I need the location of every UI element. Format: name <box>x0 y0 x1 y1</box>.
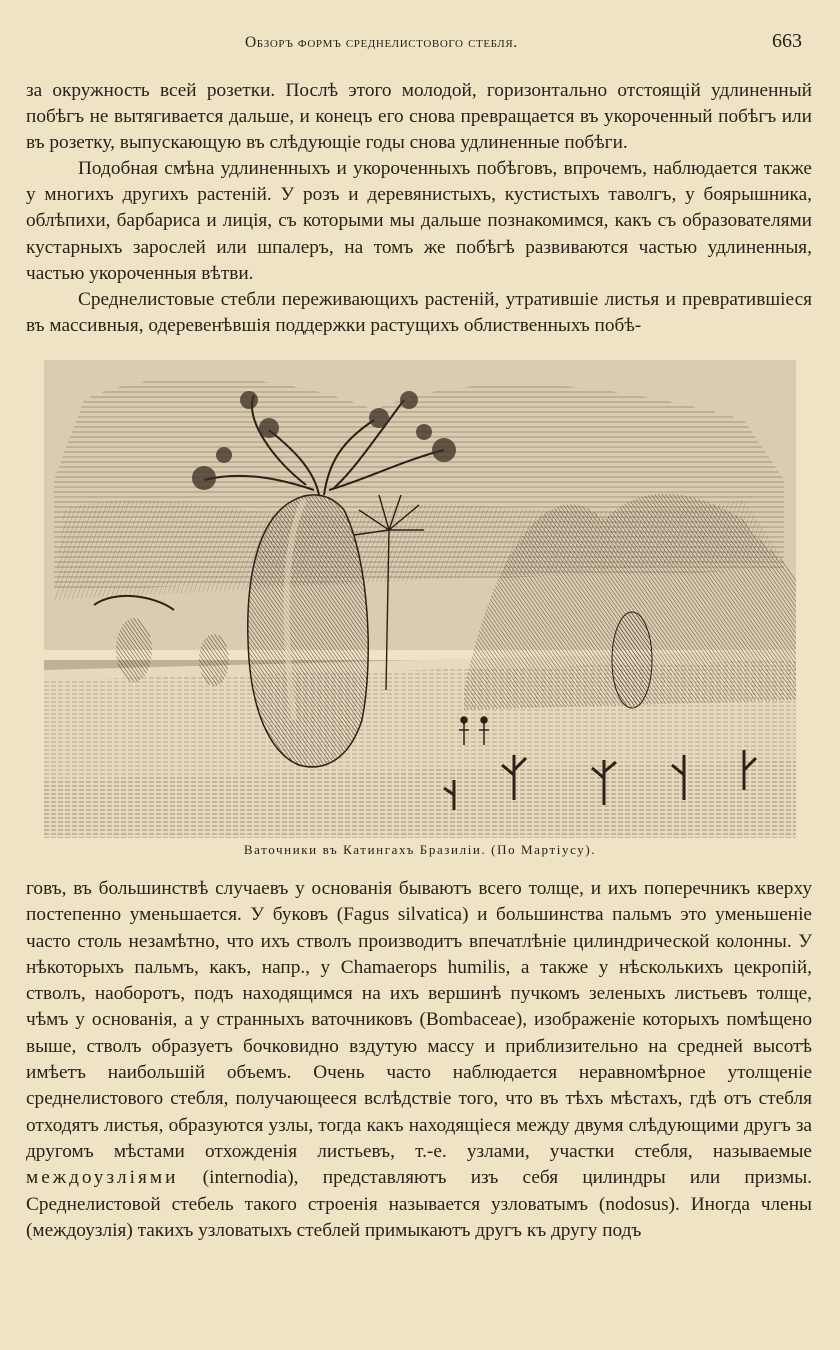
text-run: ). Иногда члены (междоузлія) такихъ узловатыхъ стеблей примыкаютъ другъ къ другу подъ <box>26 1193 812 1241</box>
engraving-illustration <box>44 360 796 838</box>
text-run: ), изображеніе которыхъ помѣщено выше, стволъ образуетъ бочковидно вздутую массу и приблизительно на средней высотѣ имѣетъ наибольшій объемъ. Очень часто наблюдается неравномѣрное утолщеніе среднелистового стебля, получающееся вслѣдствіе того, что въ тѣхъ мѣстахъ, гдѣ отъ стебля отходятъ листья, образуются узлы, тогда какъ находящіеся между двумя слѣдующими другъ за другомъ мѣстами отхожденія листьевъ, т.-е. узлами, участки стебля, называемые <box>26 1009 812 1162</box>
page-header <box>0 30 840 60</box>
text-run: ), представляютъ изъ себя цилиндры или призмы. Среднелистовой стебель такого строенія называется узловатымъ ( <box>26 1167 812 1215</box>
baobab-landscape-engraving <box>44 360 796 838</box>
text-run: ) и большинства пальмъ это уменьшеніе часто столь незамѣтно, что ихъ стволъ производитъ впечатлѣніе цилиндрической колонны. У нѣкоторыхъ пальмъ, какъ, напр., у <box>26 904 812 978</box>
paragraph <box>26 876 812 1244</box>
figure-caption: Ваточники въ Катингахъ Бразиліи. (По Мартіусу). <box>243 842 597 857</box>
latin-term: Chamaerops humilis <box>340 956 506 978</box>
spaced-term: междоузліями <box>26 1167 179 1189</box>
latin-term: internodia <box>209 1167 288 1189</box>
latin-term: nodosus <box>605 1193 669 1215</box>
latin-term: Bombaceae <box>425 1009 516 1031</box>
text-run: говъ, въ большинствѣ случаевъ у основанія бываютъ всего толще, и ихъ поперечникъ кверху постепенно уменьшается. У буковъ ( <box>26 878 812 926</box>
text-run: ( <box>178 1167 210 1189</box>
body-text-top <box>26 78 812 339</box>
running-head: Обзоръ формъ среднелистового стебля. <box>245 34 518 51</box>
paragraph: Среднелистовые стебли переживающихъ растеній, утратившіе листья и превратившіеся въ массивныя, одеревенѣвшія поддержки растущихъ облиственныхъ побѣ- <box>26 288 812 336</box>
paragraph: за окружность всей розетки. Послѣ этого молодой, горизонтально отстоящій удлиненный побѣгъ не вытягивается дальше, и конецъ его снова превращается въ укороченный побѣгъ или въ розетку, выпускающую въ слѣдующіе годы снова удлиненные побѣги. <box>26 80 812 154</box>
latin-term: Fagus silvatica <box>343 904 463 926</box>
text-run: , а также у нѣсколькихъ цекропій, стволъ, наоборотъ, подъ находящимся на ихъ вершинѣ пучкомъ зеленыхъ листьевъ толще, чѣмъ у основанія, а у странныхъ ваточниковъ ( <box>26 956 812 1031</box>
body-text-bottom <box>26 876 812 1244</box>
page-number: 663 <box>772 30 802 52</box>
paragraph: Подобная смѣна удлиненныхъ и укороченныхъ побѣговъ, впрочемъ, наблюдается также у многихъ другихъ растеній. У розъ и деревянистыхъ, кустистыхъ таволгъ, у боярышника, облѣпихи, барбариса и лиція, съ которыми мы дальше познакомимся, какъ съ образователями кустарныхъ зарослей или шпалеръ, на томъ же побѣгѣ развиваются частью удлиненныя, частью укороченныя вѣтви. <box>26 158 812 284</box>
